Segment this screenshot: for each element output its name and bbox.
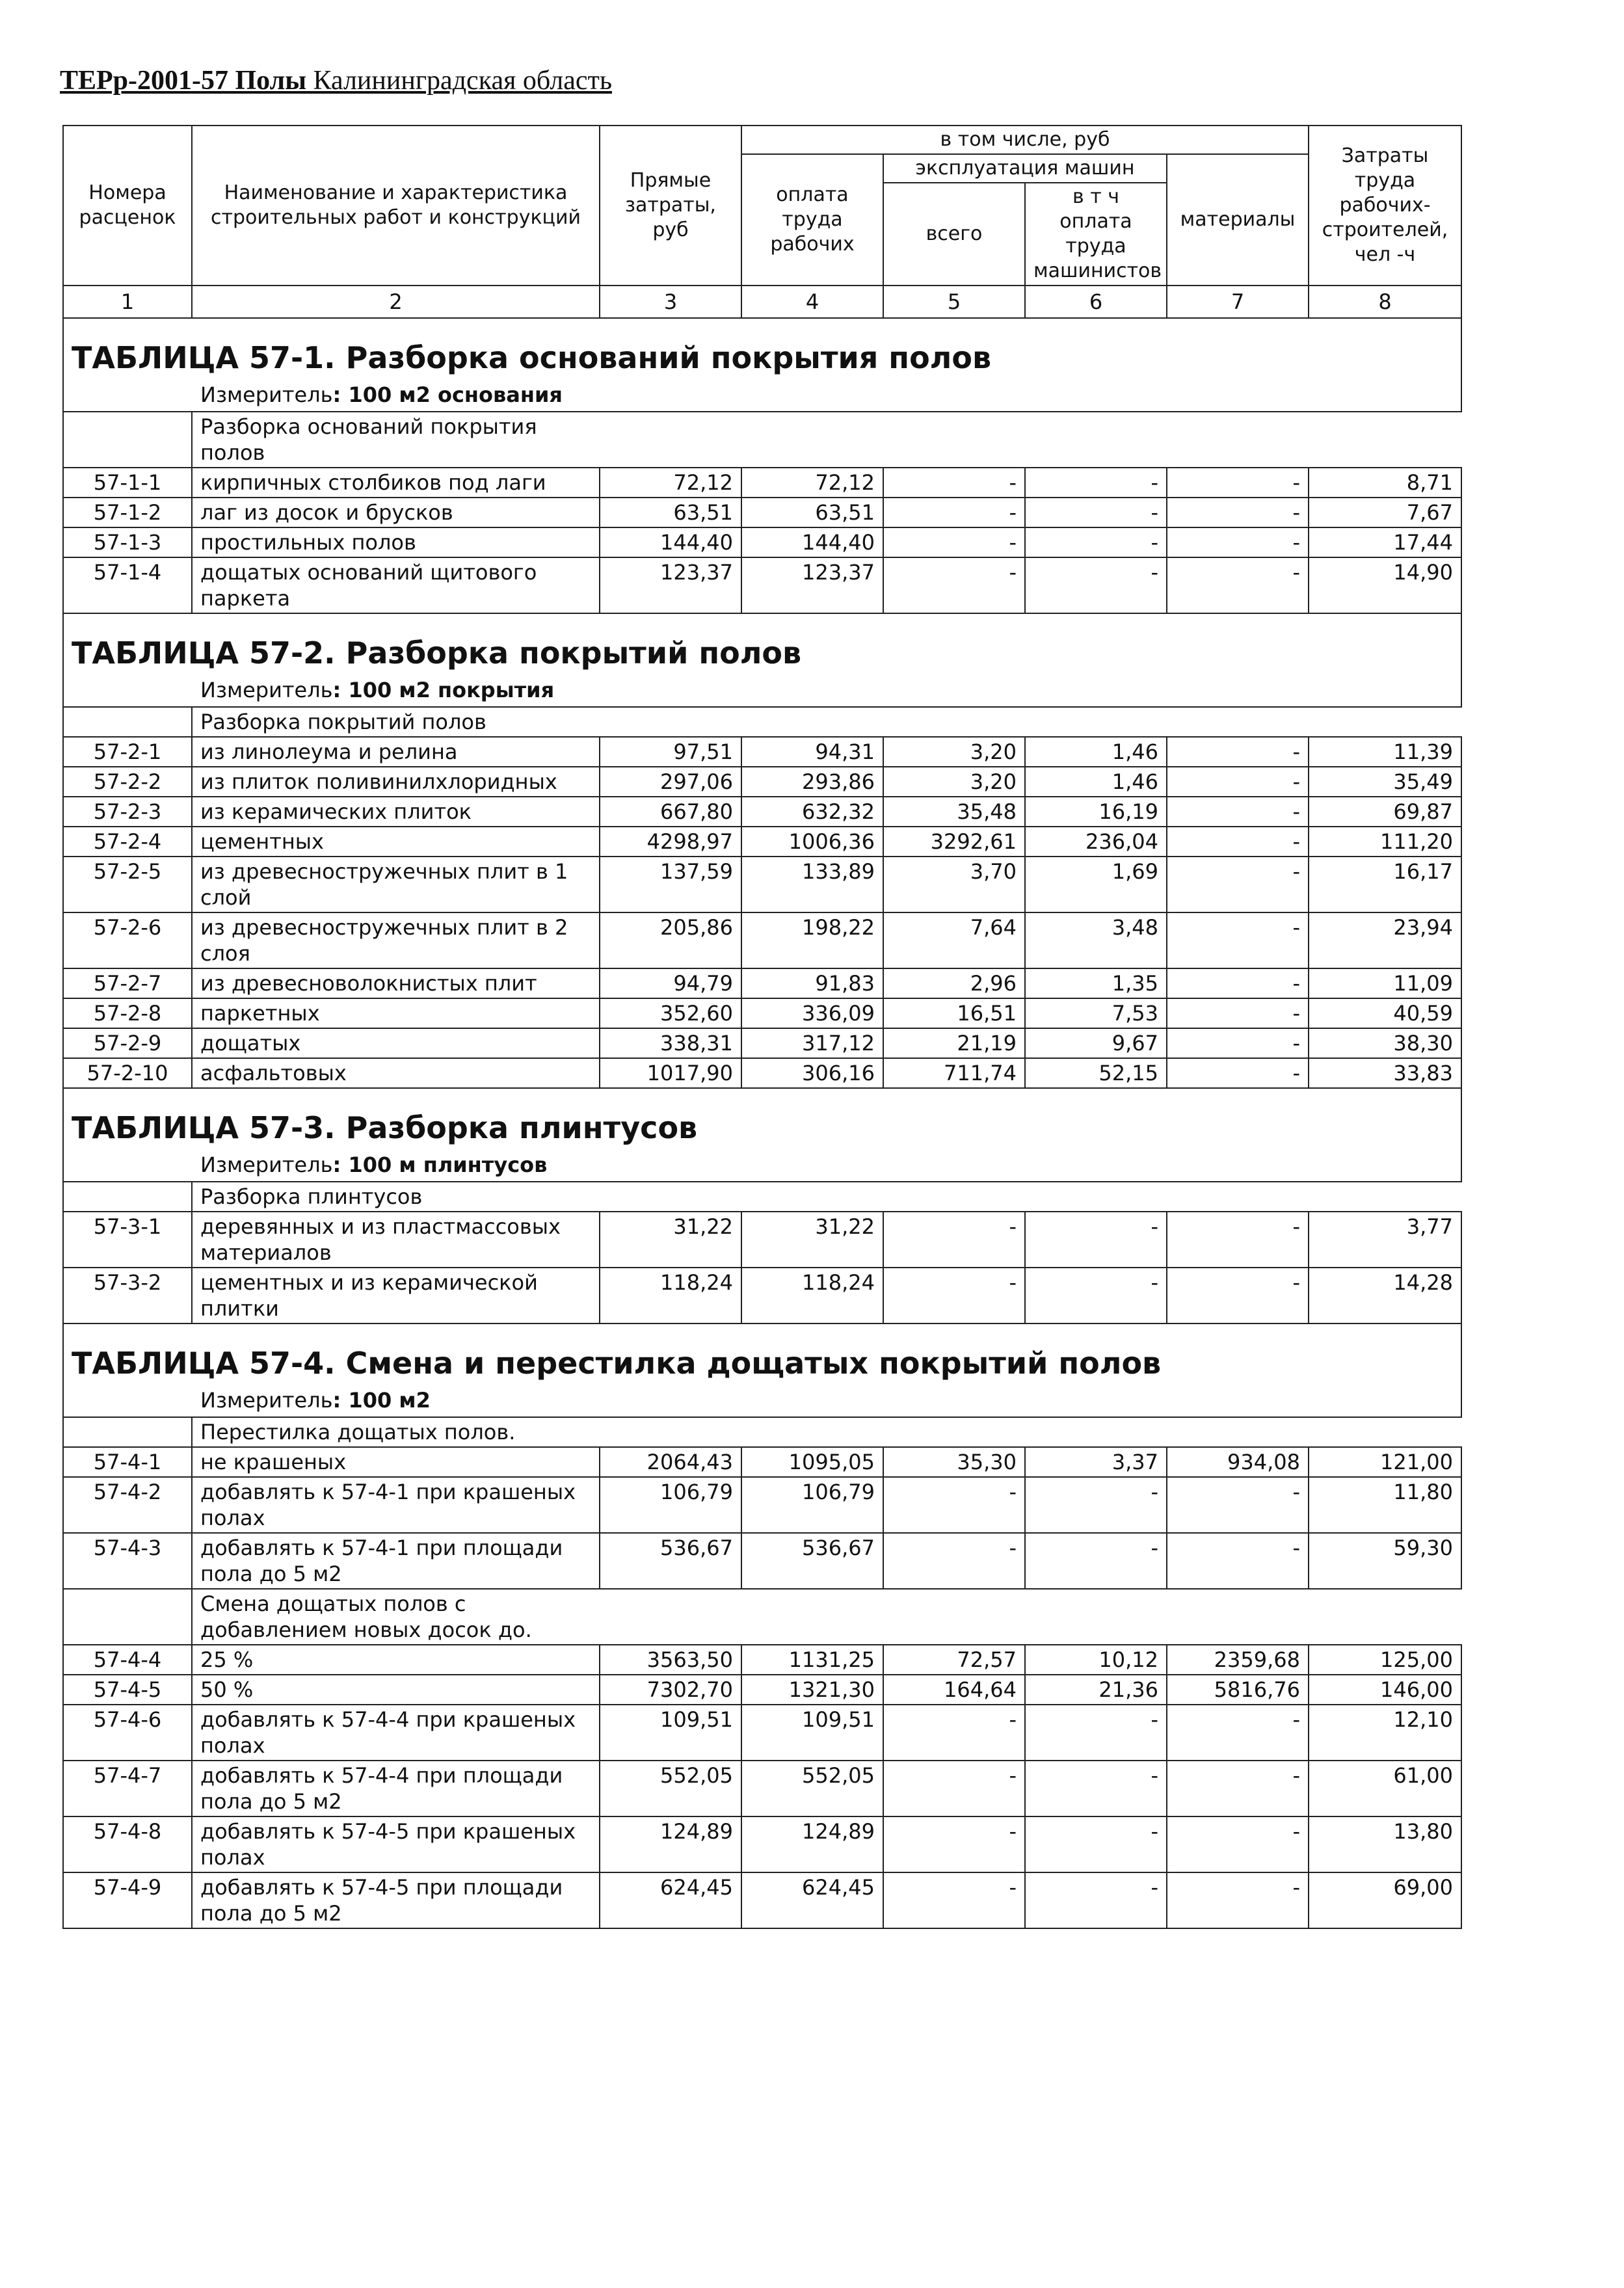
group-code-cell (63, 707, 192, 737)
labor-cost: 1095,05 (741, 1447, 883, 1477)
material-cost: - (1167, 998, 1309, 1028)
header-direct: Прямые затраты, руб (600, 126, 741, 286)
labor-hours: 8,71 (1309, 468, 1461, 498)
machine-cost: - (883, 1477, 1025, 1533)
table-row (63, 527, 1461, 557)
labor-hours: 121,00 (1309, 1447, 1461, 1477)
machine-cost: 3,20 (883, 767, 1025, 797)
direct-cost: 106,79 (600, 1477, 741, 1533)
column-number: 6 (1025, 286, 1167, 318)
machinist-labor-cost: - (1025, 1268, 1167, 1324)
section-title: ТАБЛИЦА 57-4. Смена и перестилка дощатых покрытий полов (63, 1324, 1461, 1384)
rate-code: 57-4-6 (63, 1705, 192, 1761)
table-row (63, 557, 1461, 613)
labor-hours: 69,87 (1309, 797, 1461, 827)
machine-cost: - (883, 498, 1025, 527)
material-cost: - (1167, 1816, 1309, 1872)
direct-cost: 72,12 (600, 468, 741, 498)
material-cost: - (1167, 1058, 1309, 1088)
measure-unit (63, 1149, 1461, 1182)
group-spacer (600, 1589, 1461, 1645)
measure-unit (63, 379, 1461, 412)
rate-code: 57-1-2 (63, 498, 192, 527)
labor-cost: 109,51 (741, 1705, 883, 1761)
labor-cost: 124,89 (741, 1816, 883, 1872)
measure-row (63, 1149, 1461, 1182)
work-name: цементных и из керамической плитки (192, 1268, 600, 1324)
column-number: 3 (600, 286, 741, 318)
machinist-labor-cost: - (1025, 468, 1167, 498)
labor-hours: 17,44 (1309, 527, 1461, 557)
machinist-labor-cost: - (1025, 1705, 1167, 1761)
machine-cost: 3,20 (883, 737, 1025, 767)
column-number: 4 (741, 286, 883, 318)
group-row (63, 1182, 1461, 1212)
material-cost: - (1167, 737, 1309, 767)
header-group: в том числе, руб (741, 126, 1309, 154)
direct-cost: 137,59 (600, 857, 741, 912)
labor-hours: 14,90 (1309, 557, 1461, 613)
group-label: Разборка плинтусов (192, 1182, 600, 1212)
machine-cost: 21,19 (883, 1028, 1025, 1058)
machine-cost: 7,64 (883, 912, 1025, 968)
work-name: 25 % (192, 1645, 600, 1675)
work-name: добавлять к 57-4-5 при площади пола до 5 м2 (192, 1872, 600, 1928)
machinist-labor-cost: 1,69 (1025, 857, 1167, 912)
work-name: из плиток поливинилхлоридных (192, 767, 600, 797)
group-spacer (600, 412, 1461, 468)
section-title-row (63, 613, 1461, 674)
work-name: дощатых (192, 1028, 600, 1058)
labor-cost: 63,51 (741, 498, 883, 527)
labor-hours: 59,30 (1309, 1533, 1461, 1589)
table-row (63, 827, 1461, 857)
table-row (63, 912, 1461, 968)
material-cost: 2359,68 (1167, 1645, 1309, 1675)
rate-code: 57-2-1 (63, 737, 192, 767)
labor-hours: 111,20 (1309, 827, 1461, 857)
machinist-labor-cost: - (1025, 498, 1167, 527)
machinist-labor-cost: 1,46 (1025, 767, 1167, 797)
measure-value: : 100 м плинтусов (332, 1152, 548, 1177)
group-row (63, 707, 1461, 737)
machinist-labor-cost: 3,48 (1025, 912, 1167, 968)
labor-hours: 11,39 (1309, 737, 1461, 767)
machine-cost: - (883, 1872, 1025, 1928)
machinist-labor-cost: - (1025, 1872, 1167, 1928)
column-number: 7 (1167, 286, 1309, 318)
measure-label: Измеритель (200, 678, 333, 702)
column-numbers (63, 286, 1461, 318)
measure-unit (63, 674, 1461, 707)
rate-code: 57-1-3 (63, 527, 192, 557)
material-cost: - (1167, 912, 1309, 968)
labor-cost: 624,45 (741, 1872, 883, 1928)
table-row (63, 968, 1461, 998)
machinist-labor-cost: 52,15 (1025, 1058, 1167, 1088)
measure-row (63, 674, 1461, 707)
work-name: цементных (192, 827, 600, 857)
work-name: из древесностружечных плит в 2 слоя (192, 912, 600, 968)
labor-cost: 144,40 (741, 527, 883, 557)
direct-cost: 1017,90 (600, 1058, 741, 1088)
machinist-labor-cost: 10,12 (1025, 1645, 1167, 1675)
measure-unit (63, 1384, 1461, 1417)
labor-cost: 31,22 (741, 1212, 883, 1268)
rate-code: 57-4-5 (63, 1675, 192, 1705)
rate-code: 57-4-9 (63, 1872, 192, 1928)
group-row (63, 1589, 1461, 1645)
material-cost: - (1167, 1477, 1309, 1533)
doc-code-title: ТЕРр-2001-57 Полы (60, 66, 306, 96)
direct-cost: 205,86 (600, 912, 741, 968)
table-row (63, 1816, 1461, 1872)
rate-code: 57-3-1 (63, 1212, 192, 1268)
group-spacer (600, 1182, 1461, 1212)
work-name: из древесноволокнистых плит (192, 968, 600, 998)
work-name: кирпичных столбиков под лаги (192, 468, 600, 498)
labor-cost: 536,67 (741, 1533, 883, 1589)
rate-code: 57-4-7 (63, 1761, 192, 1816)
group-row (63, 1417, 1461, 1447)
machinist-labor-cost: - (1025, 527, 1167, 557)
material-cost: - (1167, 468, 1309, 498)
header-machinist-labor: в т ч оплата труда машинистов (1025, 183, 1167, 286)
labor-cost: 198,22 (741, 912, 883, 968)
labor-hours: 11,09 (1309, 968, 1461, 998)
machinist-labor-cost: - (1025, 1816, 1167, 1872)
machine-cost: - (883, 468, 1025, 498)
column-number: 5 (883, 286, 1025, 318)
labor-cost: 118,24 (741, 1268, 883, 1324)
column-number: 8 (1309, 286, 1461, 318)
labor-hours: 13,80 (1309, 1816, 1461, 1872)
work-name: из линолеума и релина (192, 737, 600, 767)
direct-cost: 338,31 (600, 1028, 741, 1058)
labor-cost: 94,31 (741, 737, 883, 767)
table-row (63, 498, 1461, 527)
work-name: 50 % (192, 1675, 600, 1705)
labor-hours: 3,77 (1309, 1212, 1461, 1268)
work-name: дощатых оснований щитового паркета (192, 557, 600, 613)
group-label: Разборка оснований покрытия полов (192, 412, 600, 468)
direct-cost: 352,60 (600, 998, 741, 1028)
material-cost: - (1167, 797, 1309, 827)
machine-cost: 3292,61 (883, 827, 1025, 857)
header-code: Номера расценок (63, 126, 192, 286)
direct-cost: 667,80 (600, 797, 741, 827)
table-row (63, 468, 1461, 498)
labor-cost: 317,12 (741, 1028, 883, 1058)
machinist-labor-cost: - (1025, 1477, 1167, 1533)
work-name: добавлять к 57-4-1 при площади пола до 5 м2 (192, 1533, 600, 1589)
machinist-labor-cost: 3,37 (1025, 1447, 1167, 1477)
measure-label: Измеритель (200, 382, 333, 407)
group-code-cell (63, 1589, 192, 1645)
direct-cost: 63,51 (600, 498, 741, 527)
direct-cost: 31,22 (600, 1212, 741, 1268)
material-cost: - (1167, 1212, 1309, 1268)
material-cost: - (1167, 1268, 1309, 1324)
page-title (60, 60, 612, 101)
machine-cost: 16,51 (883, 998, 1025, 1028)
machine-cost: 72,57 (883, 1645, 1025, 1675)
work-name: добавлять к 57-4-4 при площади пола до 5 м2 (192, 1761, 600, 1816)
rate-code: 57-4-3 (63, 1533, 192, 1589)
material-cost: - (1167, 827, 1309, 857)
direct-cost: 123,37 (600, 557, 741, 613)
machinist-labor-cost: - (1025, 1761, 1167, 1816)
rate-code: 57-2-3 (63, 797, 192, 827)
header-hours: Затраты труда рабочих-строителей, чел -ч (1309, 126, 1461, 286)
work-name: добавлять к 57-4-4 при крашеных полах (192, 1705, 600, 1761)
group-code-cell (63, 1417, 192, 1447)
labor-hours: 23,94 (1309, 912, 1461, 968)
rate-code: 57-2-4 (63, 827, 192, 857)
group-spacer (600, 707, 1461, 737)
table-row (63, 797, 1461, 827)
header-name: Наименование и характеристика строительных работ и конструкций (192, 126, 600, 286)
table-row (63, 767, 1461, 797)
table-row (63, 1645, 1461, 1675)
machine-cost: - (883, 1705, 1025, 1761)
material-cost: - (1167, 857, 1309, 912)
group-code-cell (63, 412, 192, 468)
group-code-cell (63, 1182, 192, 1212)
labor-hours: 69,00 (1309, 1872, 1461, 1928)
rate-code: 57-2-8 (63, 998, 192, 1028)
labor-hours: 40,59 (1309, 998, 1461, 1028)
direct-cost: 97,51 (600, 737, 741, 767)
rate-code: 57-4-4 (63, 1645, 192, 1675)
section-title-row (63, 318, 1461, 379)
direct-cost: 94,79 (600, 968, 741, 998)
labor-cost: 123,37 (741, 557, 883, 613)
section-title: ТАБЛИЦА 57-1. Разборка оснований покрытия полов (63, 318, 1461, 379)
machinist-labor-cost: 236,04 (1025, 827, 1167, 857)
header-machines: эксплуатация машин (883, 154, 1167, 183)
work-name: асфальтовых (192, 1058, 600, 1088)
machinist-labor-cost: - (1025, 1533, 1167, 1589)
labor-cost: 552,05 (741, 1761, 883, 1816)
direct-cost: 2064,43 (600, 1447, 741, 1477)
table-row (63, 1533, 1461, 1589)
direct-cost: 124,89 (600, 1816, 741, 1872)
machinist-labor-cost: 9,67 (1025, 1028, 1167, 1058)
direct-cost: 3563,50 (600, 1645, 741, 1675)
machinist-labor-cost: 16,19 (1025, 797, 1167, 827)
material-cost: - (1167, 1872, 1309, 1928)
rate-code: 57-4-2 (63, 1477, 192, 1533)
direct-cost: 7302,70 (600, 1675, 741, 1705)
machine-cost: 3,70 (883, 857, 1025, 912)
machine-cost: - (883, 557, 1025, 613)
direct-cost: 552,05 (600, 1761, 741, 1816)
machinist-labor-cost: 1,46 (1025, 737, 1167, 767)
machine-cost: - (883, 1533, 1025, 1589)
column-number: 1 (63, 286, 192, 318)
work-name: деревянных и из пластмассовых материалов (192, 1212, 600, 1268)
labor-cost: 306,16 (741, 1058, 883, 1088)
material-cost: - (1167, 557, 1309, 613)
labor-cost: 133,89 (741, 857, 883, 912)
machine-cost: 164,64 (883, 1675, 1025, 1705)
labor-hours: 7,67 (1309, 498, 1461, 527)
machine-cost: 711,74 (883, 1058, 1025, 1088)
rate-code: 57-2-7 (63, 968, 192, 998)
material-cost: 5816,76 (1167, 1675, 1309, 1705)
machine-cost: - (883, 1816, 1025, 1872)
section-title: ТАБЛИЦА 57-3. Разборка плинтусов (63, 1088, 1461, 1149)
table-row (63, 1872, 1461, 1928)
labor-cost: 293,86 (741, 767, 883, 797)
labor-hours: 11,80 (1309, 1477, 1461, 1533)
labor-hours: 16,17 (1309, 857, 1461, 912)
material-cost: - (1167, 968, 1309, 998)
table-header (63, 126, 1461, 318)
machinist-labor-cost: - (1025, 557, 1167, 613)
group-label: Разборка покрытий полов (192, 707, 600, 737)
rate-code: 57-4-1 (63, 1447, 192, 1477)
header-materials: материалы (1167, 154, 1309, 286)
table-row (63, 1268, 1461, 1324)
labor-hours: 33,83 (1309, 1058, 1461, 1088)
work-name: лаг из досок и брусков (192, 498, 600, 527)
work-name: не крашеных (192, 1447, 600, 1477)
measure-row (63, 1384, 1461, 1417)
measure-row (63, 379, 1461, 412)
rate-code: 57-2-9 (63, 1028, 192, 1058)
rate-code: 57-2-5 (63, 857, 192, 912)
labor-hours: 14,28 (1309, 1268, 1461, 1324)
work-name: паркетных (192, 998, 600, 1028)
work-name: добавлять к 57-4-1 при крашеных полах (192, 1477, 600, 1533)
labor-cost: 1131,25 (741, 1645, 883, 1675)
direct-cost: 297,06 (600, 767, 741, 797)
work-name: простильных полов (192, 527, 600, 557)
material-cost: - (1167, 1533, 1309, 1589)
table-row (63, 1447, 1461, 1477)
labor-cost: 91,83 (741, 968, 883, 998)
material-cost: - (1167, 498, 1309, 527)
labor-cost: 106,79 (741, 1477, 883, 1533)
group-label: Перестилка дощатых полов. (192, 1417, 600, 1447)
material-cost: - (1167, 527, 1309, 557)
section-title-row (63, 1324, 1461, 1384)
measure-value: : 100 м2 (332, 1388, 431, 1413)
labor-cost: 72,12 (741, 468, 883, 498)
work-name: из древесностружечных плит в 1 слой (192, 857, 600, 912)
material-cost: - (1167, 767, 1309, 797)
direct-cost: 118,24 (600, 1268, 741, 1324)
machine-cost: 35,48 (883, 797, 1025, 827)
rate-code: 57-2-10 (63, 1058, 192, 1088)
doc-region: Калининградская область (313, 66, 613, 96)
labor-hours: 35,49 (1309, 767, 1461, 797)
labor-hours: 38,30 (1309, 1028, 1461, 1058)
rate-code: 57-1-1 (63, 468, 192, 498)
direct-cost: 109,51 (600, 1705, 741, 1761)
direct-cost: 4298,97 (600, 827, 741, 857)
group-row (63, 412, 1461, 468)
measure-value: : 100 м2 покрытия (332, 678, 555, 702)
material-cost: - (1167, 1705, 1309, 1761)
machinist-labor-cost: 7,53 (1025, 998, 1167, 1028)
header-machines-total: всего (883, 183, 1025, 286)
rate-code: 57-1-4 (63, 557, 192, 613)
rates-table (62, 125, 1462, 1929)
header-labor: оплата труда рабочих (741, 154, 883, 286)
measure-label: Измеритель (200, 1152, 333, 1177)
rate-code: 57-2-2 (63, 767, 192, 797)
rate-code: 57-2-6 (63, 912, 192, 968)
rate-code: 57-4-8 (63, 1816, 192, 1872)
direct-cost: 536,67 (600, 1533, 741, 1589)
labor-hours: 61,00 (1309, 1761, 1461, 1816)
machine-cost: - (883, 527, 1025, 557)
material-cost: - (1167, 1028, 1309, 1058)
labor-cost: 632,32 (741, 797, 883, 827)
labor-hours: 125,00 (1309, 1645, 1461, 1675)
table-row (63, 1212, 1461, 1268)
table-row (63, 1028, 1461, 1058)
group-label: Смена дощатых полов с добавлением новых досок до. (192, 1589, 600, 1645)
rate-code: 57-3-2 (63, 1268, 192, 1324)
table-row (63, 998, 1461, 1028)
machine-cost: - (883, 1761, 1025, 1816)
direct-cost: 144,40 (600, 527, 741, 557)
section-title-row (63, 1088, 1461, 1149)
table-row (63, 1477, 1461, 1533)
machine-cost: 2,96 (883, 968, 1025, 998)
material-cost: - (1167, 1761, 1309, 1816)
labor-hours: 12,10 (1309, 1705, 1461, 1761)
table-row (63, 1761, 1461, 1816)
table-body (63, 318, 1461, 1928)
machine-cost: - (883, 1268, 1025, 1324)
work-name: добавлять к 57-4-5 при крашеных полах (192, 1816, 600, 1872)
section-title: ТАБЛИЦА 57-2. Разборка покрытий полов (63, 613, 1461, 674)
labor-cost: 336,09 (741, 998, 883, 1028)
direct-cost: 624,45 (600, 1872, 741, 1928)
measure-value: : 100 м2 основания (332, 382, 563, 407)
group-spacer (600, 1417, 1461, 1447)
table-row (63, 857, 1461, 912)
table-row (63, 1675, 1461, 1705)
work-name: из керамических плиток (192, 797, 600, 827)
table-row (63, 1705, 1461, 1761)
machinist-labor-cost: 21,36 (1025, 1675, 1167, 1705)
machinist-labor-cost: 1,35 (1025, 968, 1167, 998)
machine-cost: 35,30 (883, 1447, 1025, 1477)
material-cost: 934,08 (1167, 1447, 1309, 1477)
labor-cost: 1006,36 (741, 827, 883, 857)
machinist-labor-cost: - (1025, 1212, 1167, 1268)
table-row (63, 1058, 1461, 1088)
measure-label: Измеритель (200, 1388, 333, 1413)
column-number: 2 (192, 286, 600, 318)
labor-cost: 1321,30 (741, 1675, 883, 1705)
machine-cost: - (883, 1212, 1025, 1268)
labor-hours: 146,00 (1309, 1675, 1461, 1705)
table-row (63, 737, 1461, 767)
rates-sheet (62, 125, 1461, 1929)
